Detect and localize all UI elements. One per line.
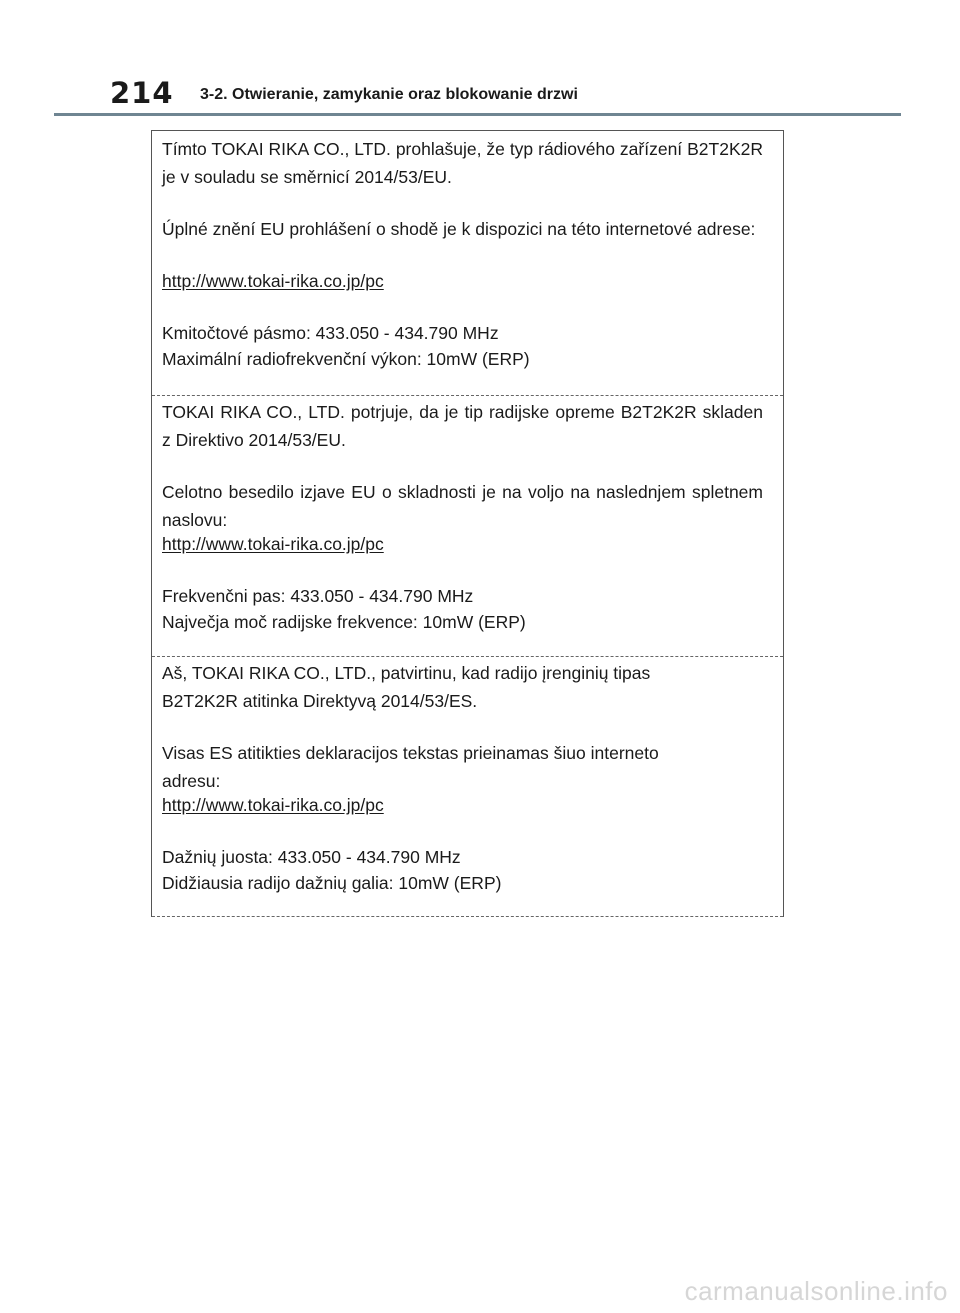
declaration-text: TOKAI RIKA CO., LTD. potrjuje, da je tip radijske opreme B2T2K2R skladen z Direktivo 2014/53/EU.	[162, 402, 763, 450]
declaration-section-lithuanian	[152, 657, 783, 917]
full-text-info: Visas ES atitikties deklaracijos tekstas prieinamas šiuo interneto adresu:	[162, 743, 659, 791]
full-text-info: Úplné znění EU prohlášení o shodě je k dispozici na této internetové adrese:	[162, 219, 756, 239]
page-number: 214	[110, 76, 174, 110]
frequency-band-text: Dažnių juosta: 433.050 - 434.790 MHz	[162, 847, 461, 867]
section-title: 3-2. Otwieranie, zamykanie oraz blokowanie drzwi	[200, 86, 578, 103]
full-text-info: Celotno besedilo izjave EU o skladnosti je na voljo na naslednjem spletnem naslovu:	[162, 482, 763, 530]
declaration-url-link[interactable]: http://www.tokai-rika.co.jp/pc	[162, 795, 384, 815]
declaration-url-link[interactable]: http://www.tokai-rika.co.jp/pc	[162, 534, 384, 554]
max-power-text: Didžiausia radijo dažnių galia: 10mW (ERP)	[162, 873, 502, 893]
max-power-text: Največja moč radijske frekvence: 10mW (ERP)	[162, 612, 526, 632]
declaration-url-link[interactable]: http://www.tokai-rika.co.jp/pc	[162, 271, 384, 291]
declaration-text: Tímto TOKAI RIKA CO., LTD. prohlašuje, že typ rádiového zařízení B2T2K2R je v souladu se směrnicí 2014/53/EU.	[162, 139, 763, 187]
declaration-section-czech	[152, 131, 783, 396]
declaration-box	[151, 130, 784, 917]
frequency-band-text: Kmitočtové pásmo: 433.050 - 434.790 MHz	[162, 323, 499, 343]
page-header	[0, 0, 960, 120]
declaration-text: Aš, TOKAI RIKA CO., LTD., patvirtinu, kad radijo įrenginių tipas B2T2K2R atitinka Direktyvą 2014/53/ES.	[162, 663, 651, 711]
watermark: carmanualsonline.info	[684, 1276, 948, 1306]
max-power-text: Maximální radiofrekvenční výkon: 10mW (ERP)	[162, 349, 530, 369]
declaration-section-slovenian	[152, 396, 783, 657]
frequency-band-text: Frekvenčni pas: 433.050 - 434.790 MHz	[162, 586, 474, 606]
header-divider	[54, 113, 901, 116]
